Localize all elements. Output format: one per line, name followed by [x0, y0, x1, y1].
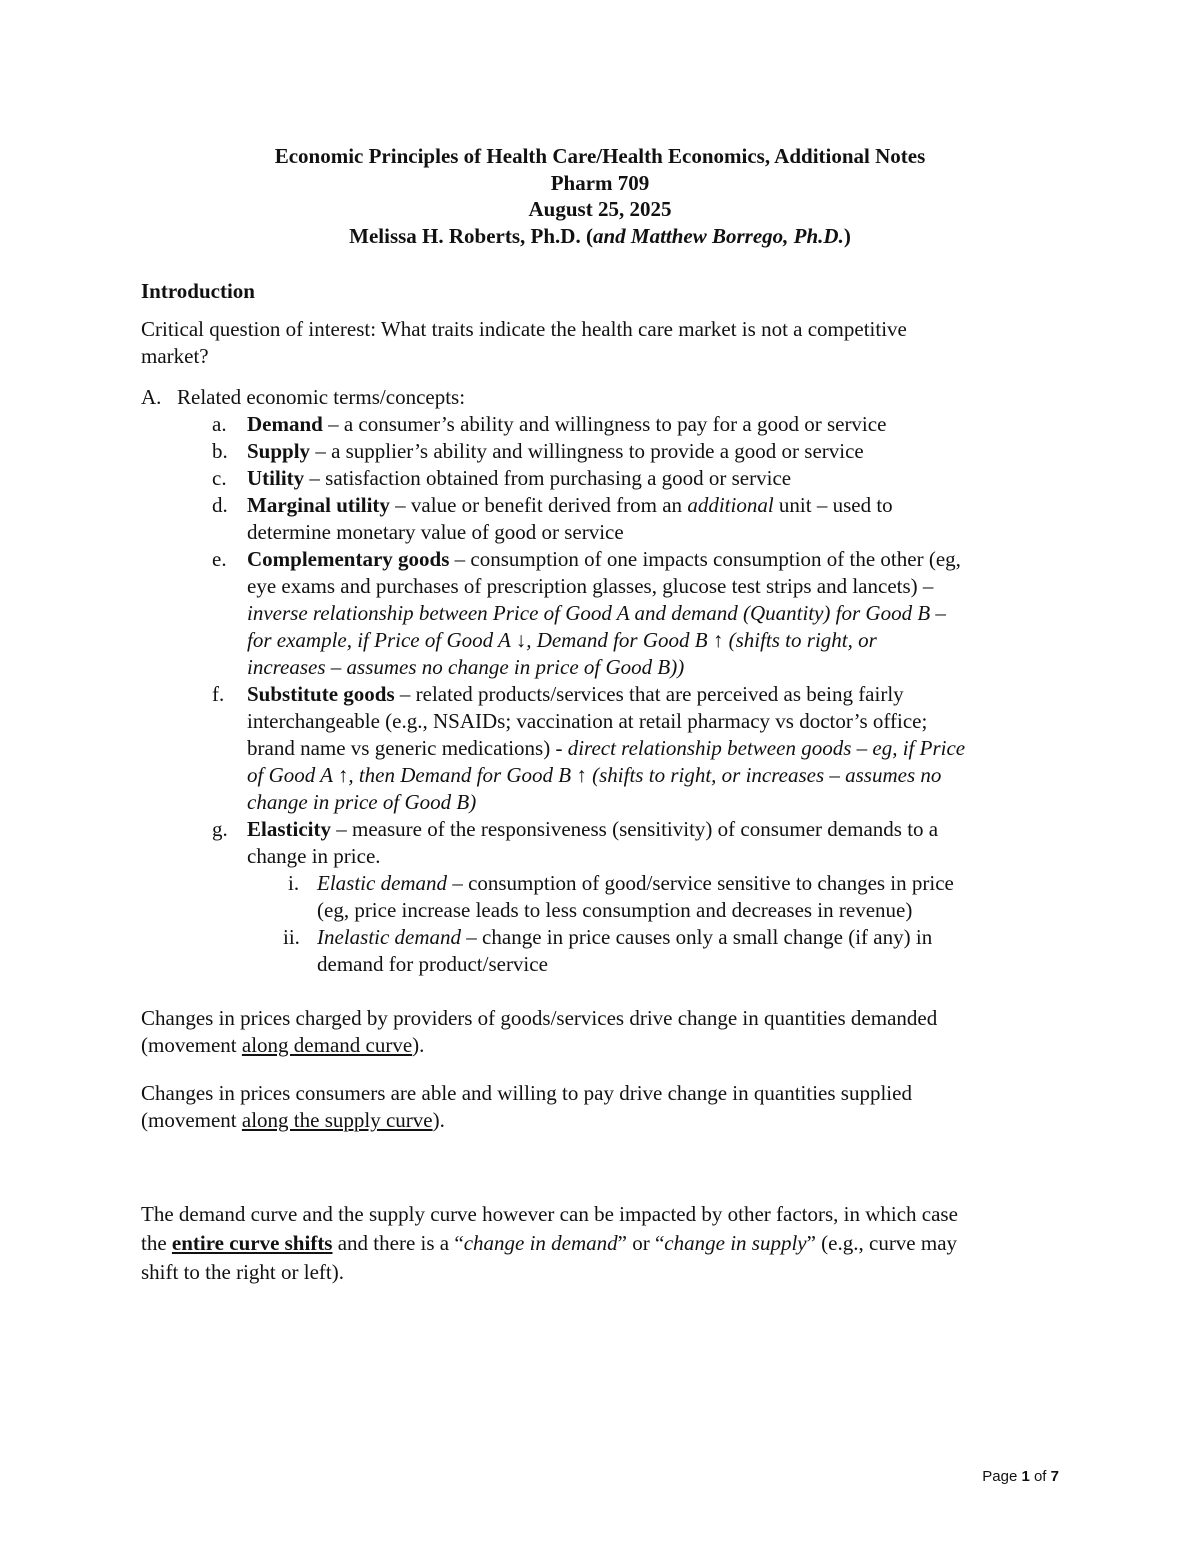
document-title: Economic Principles of Health Care/Health Economics, Additional Notes: [274, 144, 926, 168]
document-header: [0, 143, 1200, 249]
down-arrow-icon: ↓: [515, 628, 527, 652]
section-heading: Introduction: [141, 279, 255, 303]
paragraph: Changes in prices consumers are able and willing to pay drive change in quantities supplied (movement along the supply curve).: [141, 1081, 912, 1132]
author-line: Melissa H. Roberts, Ph.D. (and Matthew Borrego, Ph.D.): [349, 223, 851, 248]
list-marker: A.: [141, 385, 162, 409]
page-number: Page 1 of 7: [982, 1468, 1059, 1485]
up-arrow-icon: ↑: [712, 628, 724, 652]
paragraph: The demand curve and the supply curve however can be impacted by other factors, in which case the entire curve shifts and there is a “change in demand” or “change in supply” (e.g., curve may shift to the right or left).: [141, 1202, 958, 1284]
critical-question: Critical question of interest: What traits indicate the health care market is not a competitive market?: [141, 317, 907, 368]
paragraph: Changes in prices charged by providers of goods/services drive change in quantities demanded (movement along demand curve).: [141, 1006, 938, 1057]
document-page: Economic Principles of Health Care/Health Economics, Additional Notes Pharm 709 August 25, 2025 Melissa H. Roberts, Ph.D. (and Matthew Borrego, Ph.D.) Introduction Critical question of interest: What traits indicate the health care market is not a competitive market? A. Related economic terms/concepts: a. Demand – a consumer’s ability and willingness to pay for a good or service b. Supply – a supplier’s ability and willingness to provide a good or service c. Utility – satisfaction obtained from purchasing a good or service d. Marginal utility – value or benefit derived from an additional unit – used to determine monetary value of good or service e. Complementary goods – consumption of one impacts consumption of the other (eg, eye exams and purchases of prescription glasses, glucose test strips and lancets) – inverse relationship between Price of Good A and demand (Quantity) for Good B – for example, if Price of Good A ↓, Demand for Good B ↑ (shifts to right, or increases – assumes no change in price of Good B)) f. Substitute goods – related products/services that are perceived as being fairly interchangeable (e.g., NSAIDs; vaccination at retail pharmacy vs doctor’s office; brand name vs generic medications) - direct relationship between goods – eg, if Price of Good A ↑, then Demand for Good B ↑ (shifts to right, or increases – assumes no change in price of Good B) g. Elasticity – measure of the responsiveness (sensitivity) of consumer demands to a change in price. i. Elastic demand – consumption of good/service sensitive to changes in price (eg, price increase leads to less consumption and decreases in revenue) ii. Inelastic demand – change in price causes only a small change (if any) in demand for product/service Changes in prices charged by providers of goods/services drive change in quantities demanded (movement along demand curve). Changes in prices consumers are able and willing to pay drive change in quantities supplied (movement along the supply curve). The demand curve and the supply curve however can be impacted by other factors, in which case the entire curve shifts and there is a “change in demand” or “change in supply” (e.g., curve may shift to the right or left). Page 1 of 7: [0, 0, 1200, 1553]
document-date: August 25, 2025: [528, 197, 672, 221]
up-arrow-icon: ↑: [337, 763, 349, 787]
course-code: Pharm 709: [550, 170, 650, 195]
list-heading-label: Related economic terms/concepts:: [177, 385, 466, 409]
up-arrow-icon: ↑: [576, 763, 587, 787]
